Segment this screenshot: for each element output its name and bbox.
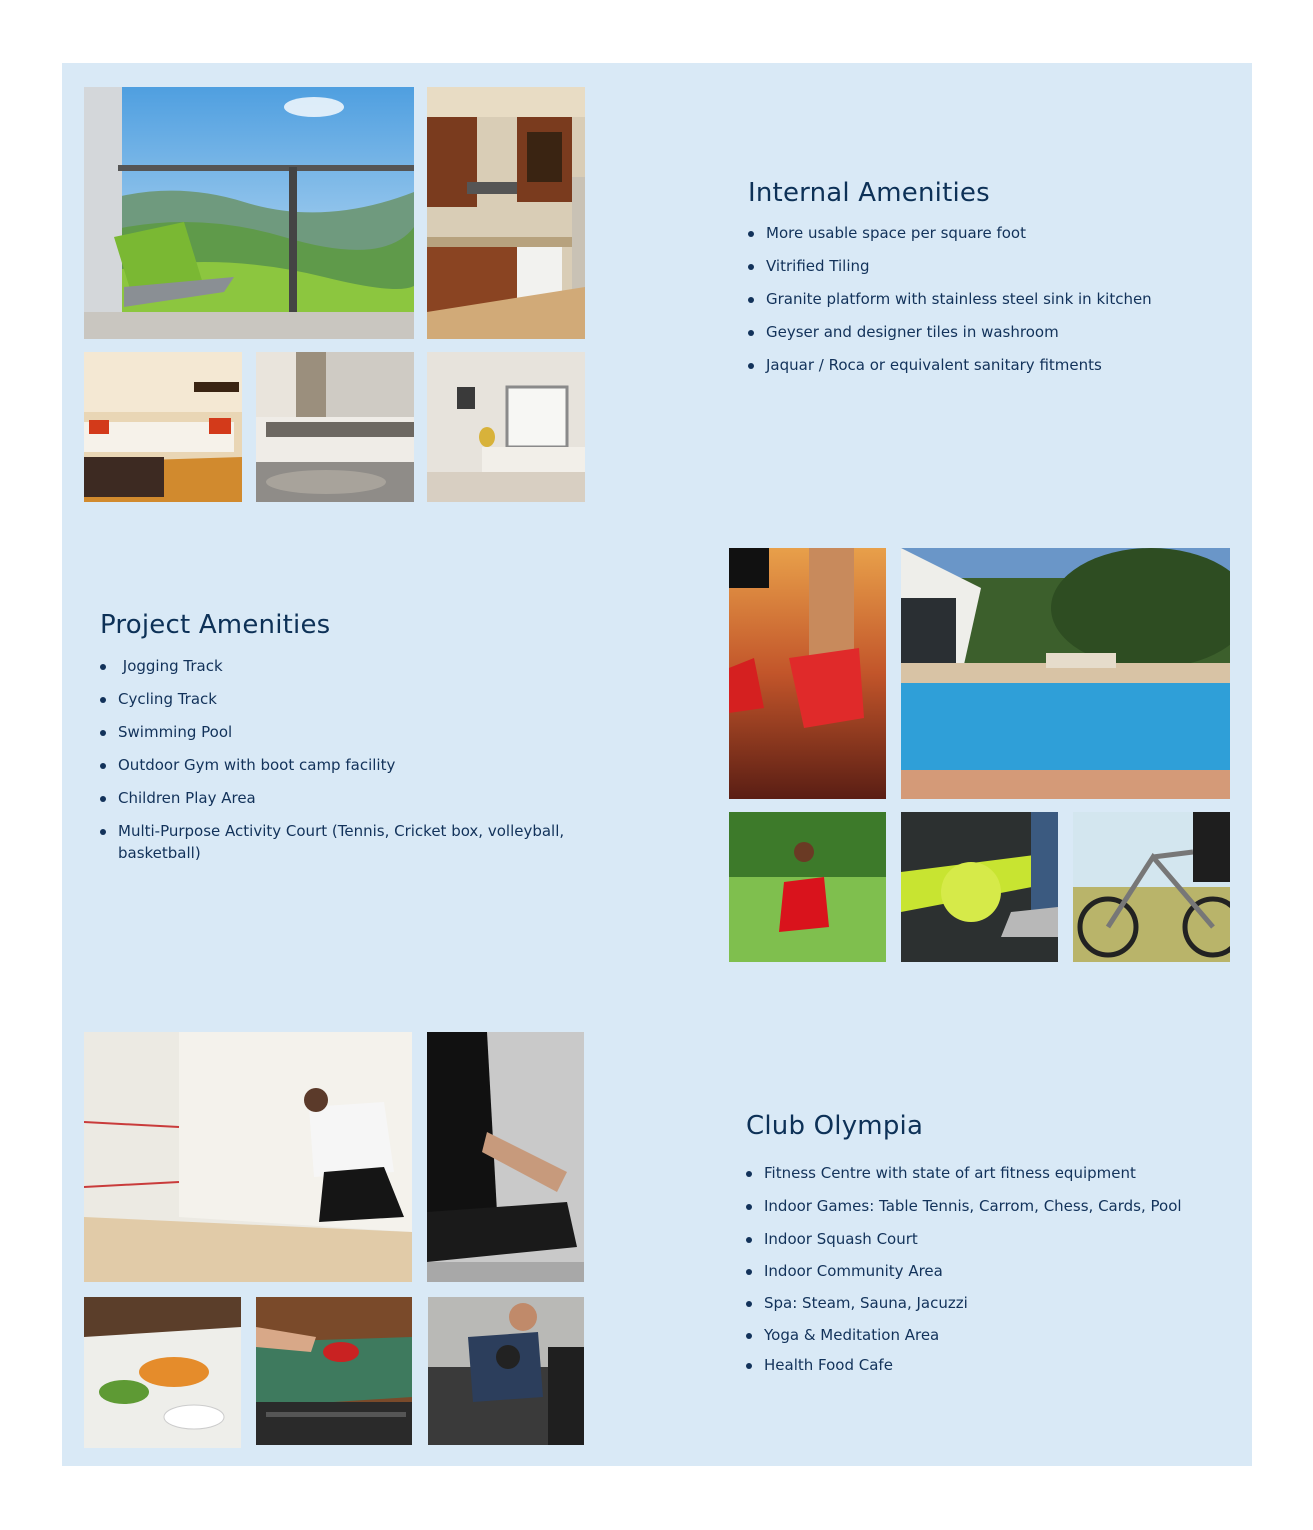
child-running-photo [729, 812, 886, 962]
list-item: Yoga & Meditation Area [746, 1324, 1226, 1346]
list-item: Cycling Track [100, 688, 580, 710]
list-item: Indoor Squash Court [746, 1228, 1226, 1250]
internal-amenities-title: Internal Amenities [748, 178, 990, 208]
list-item: More usable space per square foot [748, 222, 1218, 244]
cycling-photo [1073, 812, 1230, 962]
list-item: Fitness Centre with state of art fitness equipment [746, 1162, 1226, 1184]
list-item: Multi-Purpose Activity Court (Tennis, Cricket box, volleyball, basketball) [100, 820, 580, 864]
list-item: Swimming Pool [100, 721, 580, 743]
living-room-photo [84, 352, 242, 502]
club-olympia-title: Club Olympia [746, 1111, 924, 1141]
list-item: Vitrified Tiling [748, 255, 1218, 277]
internal-amenities-list [748, 222, 1218, 376]
project-amenities-title: Project Amenities [100, 610, 331, 640]
gym-dumbbell-photo [428, 1297, 584, 1445]
project-amenities-list [100, 655, 580, 864]
outdoor-gym-bike-photo [901, 812, 1058, 962]
list-item: Spa: Steam, Sauna, Jacuzzi [746, 1292, 1226, 1314]
bathroom-photo [427, 352, 585, 502]
squash-court-photo [84, 1032, 412, 1282]
list-item: Geyser and designer tiles in washroom [748, 321, 1218, 343]
list-item: Indoor Games: Table Tennis, Carrom, Chess, Cards, Pool [746, 1195, 1226, 1217]
balcony-mountain-view-photo [84, 87, 414, 339]
list-item: Jogging Track [100, 655, 580, 677]
jogging-feet-photo [729, 548, 886, 799]
list-item: Health Food Cafe [746, 1354, 1226, 1376]
list-item: Granite platform with stainless steel sink in kitchen [748, 288, 1218, 310]
table-tennis-photo [256, 1297, 412, 1445]
bedroom-photo [256, 352, 414, 502]
kitchen-photo [427, 87, 585, 339]
club-olympia-list [746, 1162, 1226, 1376]
list-item: Outdoor Gym with boot camp facility [100, 754, 580, 776]
yoga-meditation-photo [427, 1032, 584, 1282]
list-item: Indoor Community Area [746, 1260, 1226, 1282]
list-item: Children Play Area [100, 787, 580, 809]
swimming-pool-photo [901, 548, 1230, 799]
list-item: Jaquar / Roca or equivalent sanitary fitments [748, 354, 1218, 376]
cafe-dining-photo [84, 1297, 241, 1448]
